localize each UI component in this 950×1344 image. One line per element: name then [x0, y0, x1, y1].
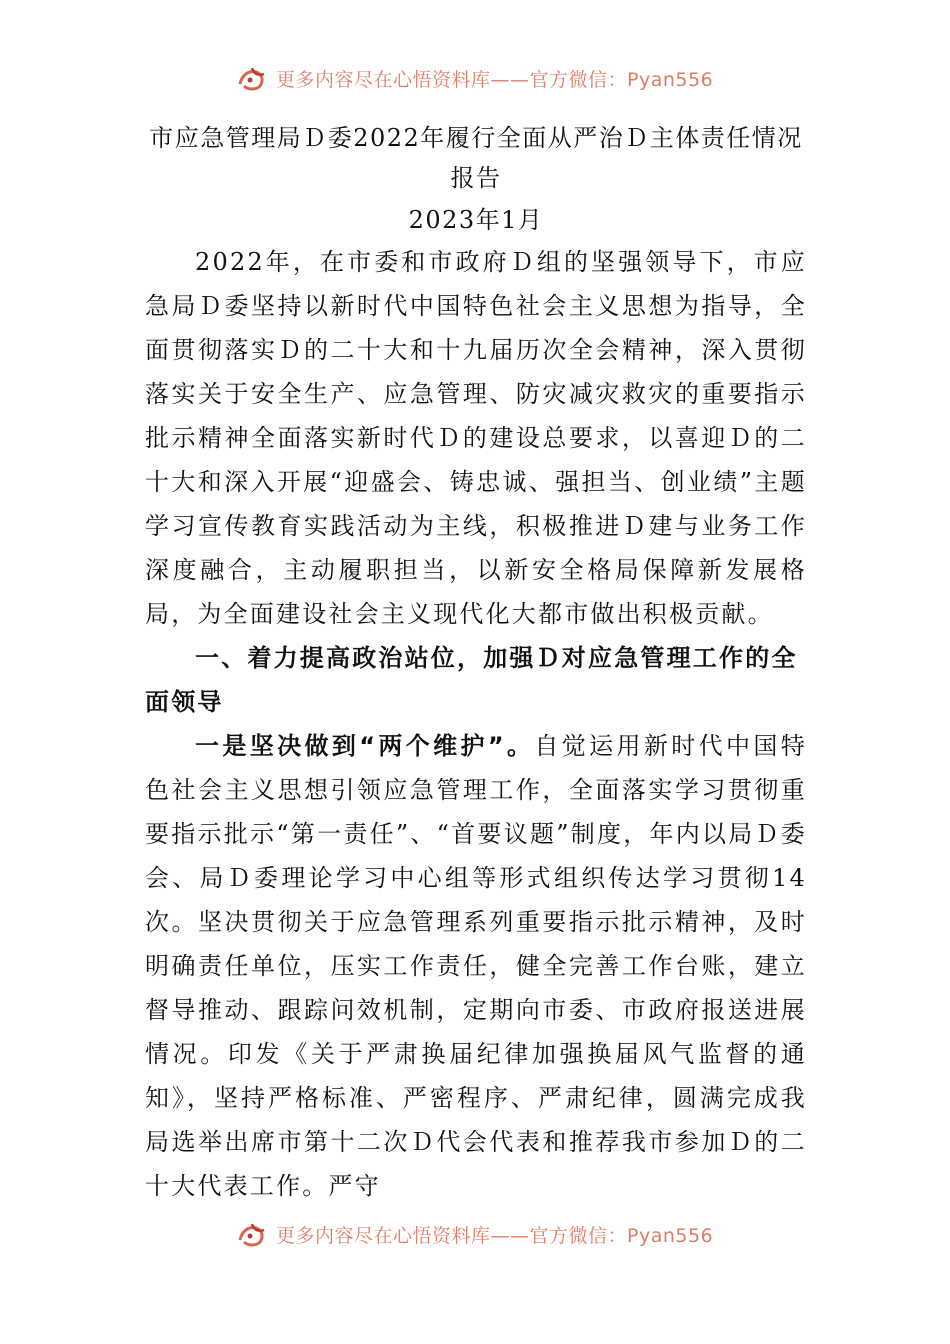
- rabbit-logo-icon: [236, 1220, 270, 1248]
- section-1-heading: 一、着力提高政治站位，加强Ｄ对应急管理工作的全面领导: [145, 644, 798, 716]
- point-1-text: 自觉运用新时代中国特色社会主义思想引领应急管理工作，全面落实学习贯彻重要指示批示“第一责任”、“首要议题”制度，年内以局Ｄ委会、局Ｄ委理论学习中心组等形式组织传达学习贯彻14次。坚决贯彻关于应急管理系列重要指示批示精神，及时明确责任单位，压实工作责任，健全完善工作台账，建立督导推动、跟踪问效机制，定期向市委、市政府报送进展情况。印发《关于严肃换届纪律加强换届风气监督的通知》，坚持严格标准、严密程序、严肃纪律，圆满完成我局选举出席市第十二次Ｄ代会代表和推荐我市参加Ｄ的二十大代表工作。严守: [145, 732, 807, 1200]
- title-line-2: 报告: [450, 164, 502, 192]
- footer-watermark: [0, 1208, 950, 1248]
- watermark-text: 更多内容尽在心悟资料库——官方微信：Pyan556: [276, 1224, 714, 1247]
- rabbit-logo-icon: [236, 64, 270, 92]
- report-date: 2023年1月: [408, 206, 544, 234]
- page-title: [145, 118, 807, 198]
- point-1-lead: 一是坚决做到“两个维护”。: [195, 732, 535, 760]
- intro-paragraph: 2022年，在市委和市政府Ｄ组的坚强领导下，市应急局Ｄ委坚持以新时代中国特色社会主义思想为指导，全面贯彻落实Ｄ的二十大和十九届历次全会精神，深入贯彻落实关于安全生产、应急管理、防灾减灾救灾的重要指示批示精神全面落实新时代Ｄ的建设总要求，以喜迎Ｄ的二十大和深入开展“迎盛会、铸忠诚、强担当、创业绩”主题学习宣传教育实践活动为主线，积极推进Ｄ建与业务工作深度融合，主动履职担当，以新安全格局保障新发展格局，为全面建设社会主义现代化大都市做出积极贡献。: [145, 248, 807, 628]
- header-watermark: [0, 52, 950, 92]
- watermark-text: 更多内容尽在心悟资料库——官方微信：Pyan556: [276, 68, 714, 91]
- document-body: [145, 118, 807, 1208]
- title-line-1: 市应急管理局Ｄ委2022年履行全面从严治Ｄ主体责任情况: [149, 124, 803, 152]
- point-1-paragraph: [145, 724, 807, 1208]
